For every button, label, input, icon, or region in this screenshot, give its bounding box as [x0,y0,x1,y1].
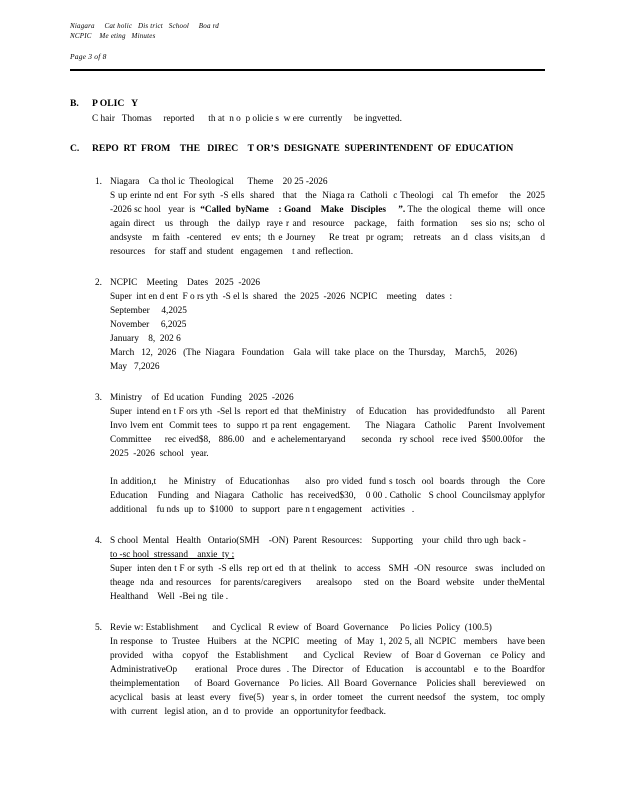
item-3-content [110,391,555,517]
section-c-title: REPO RT FROM THE DIREC T OR’S DESIGNATE SUPERINTENDENT OF EDUCATION [92,143,514,154]
item-5-heading: Revie w: Establishment and Cyclical R eview of Board Governance Po licies Policy (100.5) [110,623,492,633]
item-4-body: Super inten den t F or syth -S ells rep ort ed th at thelink to access SMH -ON resource swas included on theage nda and resources for parents/caregivers arealsopo sted on the Board website under theMental Healthand Well -Bei ng tile . [110,564,555,602]
item-2-intro: Super int en d ent F o rs yth -S el ls shared the 2025 -2026 NCPIC meeting dates : [110,292,453,302]
header-org-line2: NCPIC Me eting Minutes [70,31,156,40]
section-b-heading [70,97,545,110]
header-divider [70,69,545,71]
list-item-ministry-funding [95,391,555,517]
item-5-body: In response to Trustee Huibers at the NCPIC meeting of May 1, 202 5, all NCPIC members have been provided witha copyof the Establishment and Cyclical Review of Boar d Governan ce Policy and AdministrativeOp erational Proce dures . The Director of Education is accountabl e to the Boardfor theimplementation of Board Governance Po licies. All Board Governance Policies shall bereviewed on acyclical basis at least every five(5) year s, in order tomeet the current needsof the system, toc omply with current legisl ation, an d to provide an opportunityfor feedback. [110,637,552,717]
meeting-date: September 4,2025 [110,306,187,316]
item-4-heading-line2-underlined: to -sc hool stressand anxie ty ; [110,550,235,560]
list-item-governance-policy-review [95,621,552,719]
item-4-heading [110,534,545,562]
item-1-number: 1. [95,177,102,187]
item-1-theme-quote: “Called byName : Goand Make Disciples ”. [200,205,406,215]
item-5-number: 5. [95,623,102,633]
document-header [70,22,545,62]
section-b-title: P OLIC Y [92,98,139,109]
meeting-date: November 6,2025 [110,320,187,330]
list-item-smho-parent-resources [95,534,555,604]
section-c-label: C. [70,143,80,154]
item-4-heading-line1: S chool Mental Health Ontario(SMH -ON) Parent Resources: Supporting your child thro ugh back - [110,536,526,546]
section-b-body: C hair Thomas reported th at n o p olicie s w ere currently be ingvetted. [92,114,402,124]
item-1-body-rest: The the ological theme will once again direct us through the dailyp raye r and resource package, faith formation ses sio ns; scho ol andsyste m faith -centered ev ents; th e Journey Re treat pr ogram; retreats an d class visits,an d resources for staff and student engagemen t and reflection. [110,205,550,257]
list-item-theological-theme [95,175,550,259]
section-c-heading [70,142,545,155]
meeting-date: May 7,2026 [110,362,160,372]
meeting-date: January 8, 202 6 [110,334,181,344]
item-1-heading: Niagara Ca thol ic Theological Theme 20 25 -2026 [110,177,328,187]
numbered-list [95,175,555,719]
item-2-number: 2. [95,278,102,288]
item-2-heading: NCPIC Meeting Dates 2025 -2026 [110,278,261,288]
list-item-meeting-dates [95,276,545,374]
item-2-content [110,276,545,374]
item-4-content [110,534,555,604]
item-4-number: 4. [95,536,102,546]
header-org-line1: Niagara Cat holic Dis trict School Boa rd [70,22,219,30]
item-3-paragraph-1: Super intend en t F ors yth -Sel ls report ed that theMinistry of Education has providedfundsto all Parent Invo lvem ent Commit tees to suppo rt pa rent engagement. The Niagara Catholic Parent Involvement Committee rec eived$8, 886.00 and e achelementaryand seconda ry school rece ived $500.00for the 2025 -2026 school year. [110,407,548,459]
section-policy [70,97,545,126]
item-1-content [110,175,550,259]
item-1-body-lead: S up erinte nd ent For syth -S ells shared that the Niaga ra Catholi c Theologi cal Th emefor the 2025 -2026 sc hool year is [110,191,550,215]
section-b-label: B. [70,98,79,109]
page-number: Page 3 of 8 [70,52,107,61]
item-5-content [110,621,552,719]
item-3-number: 3. [95,393,102,403]
section-report [70,142,555,719]
item-3-paragraph-2: In addition,t he Ministry of Educationhas also pro vided fund s tosch ool boards through the Core Education Funding and Niagara Catholic has received$30, 0 00 . Catholic S chool Councilsmay applyfor additional fu nds up to $1000 to support pare n t engagement activities . [110,477,555,515]
item-3-heading: Ministry of Ed ucation Funding 2025 -2026 [110,393,294,403]
meeting-date: March 12, 2026 (The Niagara Foundation Gala will take place on the Thursday, March5, 2026) [110,348,518,358]
item-1-body [110,189,550,259]
